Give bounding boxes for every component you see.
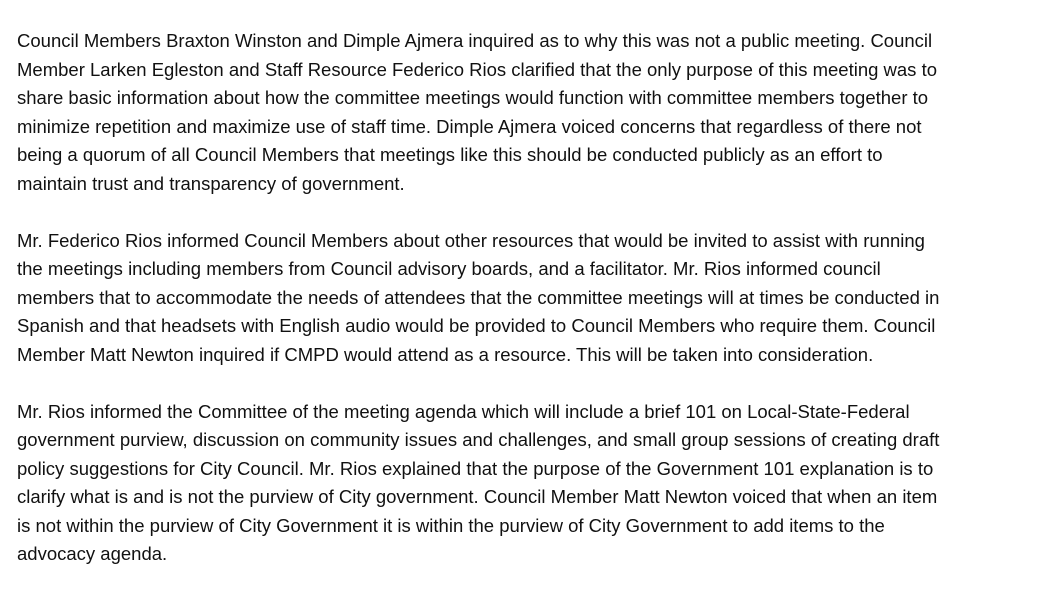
text-line: policy suggestions for City Council. Mr. Rios explained that the purpose of the Government 101 explanation is to [17,457,934,479]
text-line: Member Matt Newton inquired if CMPD would attend as a resource. This will be taken into consideration. [17,343,874,365]
text-line: the meetings including members from Council advisory boards, and a facilitator. Mr. Rios informed council [17,258,881,279]
paragraph-public-meeting-concerns [17,27,1048,198]
text-line: is not within the purview of City Government it is within the purview of City Government to add items to the [17,514,885,536]
text-line: Member Larken Egleston and Staff Resource Federico Rios clarified that the only purpose of this meeting was to [17,58,938,80]
text-line: government purview, discussion on community issues and challenges, and small group sessions of creating draft [17,429,940,450]
text-line: maintain trust and transparency of government. [17,172,405,194]
text-line: Spanish and that headsets with English audio would be provided to Council Members who require them. Council [17,315,936,336]
text-line: members that to accommodate the needs of attendees that the committee meetings will at times be conducted in [17,286,940,308]
text-line: share basic information about how the committee meetings would function with committee members together to [17,87,929,108]
paragraph-meeting-resources [17,227,1048,370]
paragraph-meeting-agenda [17,398,1048,569]
text-line: clarify what is and is not the purview of City government. Council Member Matt Newton voiced that when an item [17,486,938,507]
text-line: advocacy agenda. [17,543,168,564]
text-line: Council Members Braxton Winston and Dimple Ajmera inquired as to why this was not a public meeting. Council [17,30,933,51]
text-line: Mr. Federico Rios informed Council Members about other resources that would be invited to assist with running [17,229,925,251]
text-line: minimize repetition and maximize use of staff time. Dimple Ajmera voiced concerns that regardless of there not [17,115,922,137]
text-line: being a quorum of all Council Members that meetings like this should be conducted publicly as an effort to [17,144,883,165]
text-line: Mr. Rios informed the Committee of the meeting agenda which will include a brief 101 on Local-State-Federal [17,400,910,422]
